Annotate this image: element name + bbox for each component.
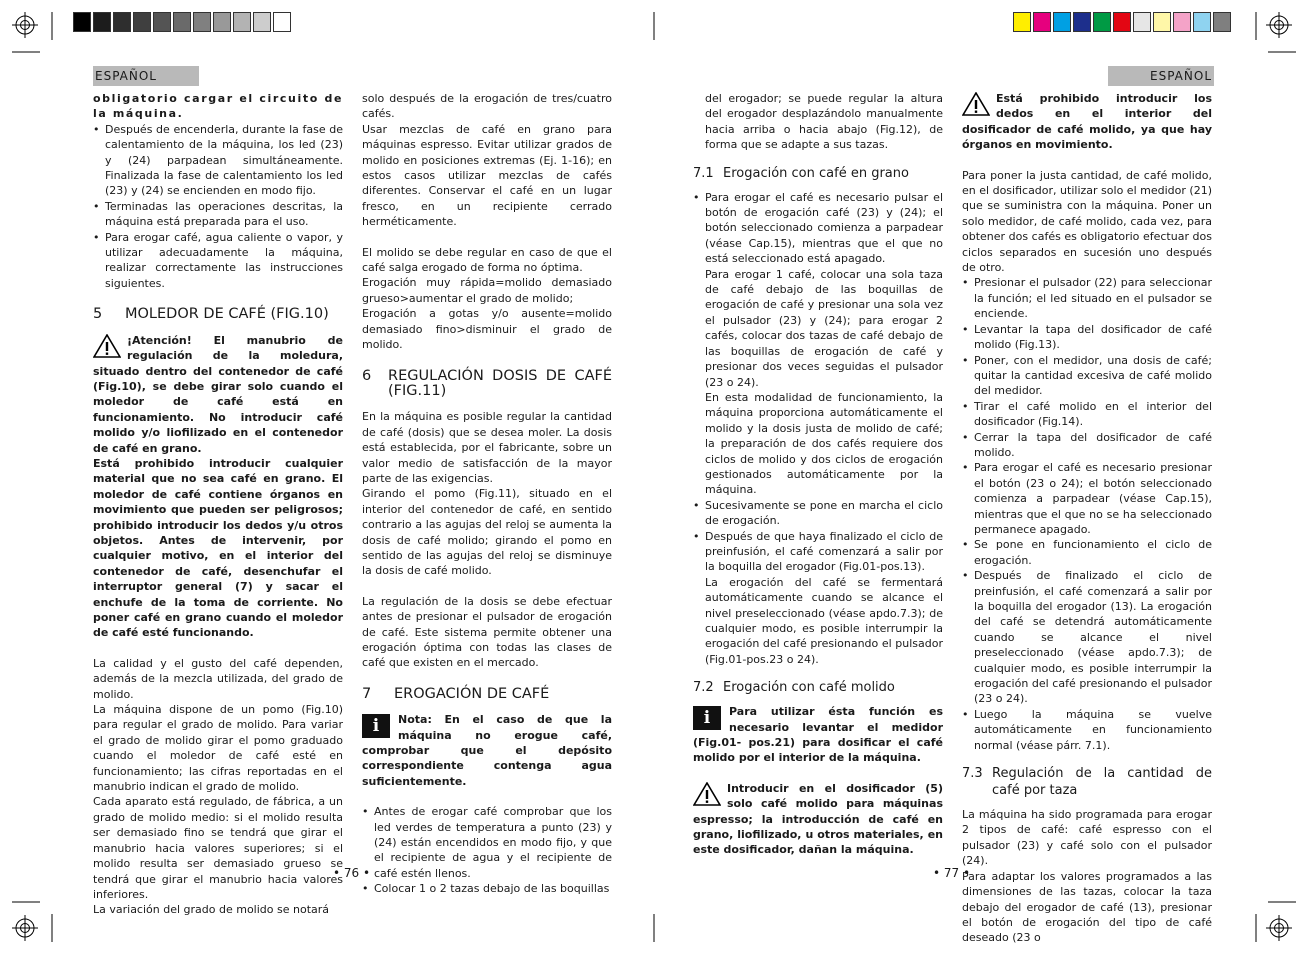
list-item-text: Para erogar 1 café, colocar una sola taza de café debajo de las boquillas de erogación de café y presionar una sola vez el pulsador (23) y (24); para erogar 2 cafés, colocar dos tazas de café debajo de las boquillas de erogación de café y presionar dos veces seguidas el pulsador (23 o 24). <box>705 267 943 389</box>
list-item: • Luego la máquina se vuelve automáticamente en funcionamiento normal (véase párr. 7.1). <box>962 707 1212 753</box>
color-bar <box>1013 12 1233 32</box>
color-swatch <box>1173 12 1191 32</box>
section-number: 7.1 <box>693 165 714 181</box>
section-6-heading <box>362 369 612 400</box>
color-swatch <box>1133 12 1151 32</box>
gray-swatch <box>273 12 291 32</box>
paragraph: del erogador; se puede regular la altura del erogador desplazándolo manualmente hacia arriba o hacia abajo (Fig.12), de forma que se adapte a sus tazas. <box>705 92 943 152</box>
warning-block <box>693 781 943 858</box>
paragraph: La calidad y el gusto del café dependen, además de la mezcla utilizada, del grado de molido. <box>93 656 343 701</box>
color-swatch <box>1153 12 1171 32</box>
language-tab-left: ESPAÑOL <box>93 66 199 86</box>
list-item-text: La erogación del café se fermentará automáticamente cuando se alcance el nivel preseleccionado (véase apdo.7.3); de cualquier modo, es posible interrumpir la erogación del café presionando el pulsador (Fig.01-pos.23 o 24). <box>705 575 943 666</box>
paragraph: Girando el pomo (Fig.11), situado en el interior del contenedor de café, en sentido contrario a las agujas del reloj se aumenta la dosis de café molido; girando el pomo en sentido de las agujas del reloj se disminuye la dosis de café molido. <box>362 487 612 578</box>
column-1 <box>93 91 343 918</box>
list-item: • Presionar el pulsador (22) para seleccionar la función; el led situado en el pulsador se enciende. <box>962 275 1212 321</box>
color-swatch <box>1073 12 1091 32</box>
list-item: • Terminadas las operaciones descritas, la máquina está preparada para el uso. <box>93 199 343 230</box>
info-block <box>362 712 612 789</box>
info-icon: i <box>362 714 390 738</box>
paragraph: solo después de la erogación de tres/cuatro cafés. <box>362 92 612 121</box>
gray-swatch <box>73 12 91 32</box>
list-item <box>693 190 943 498</box>
warning-text-2: Está prohibido introducir cualquier material que no sea café en grano. El moledor de café contiene órganos en movimiento que pueden ser peligrosos; prohibido introducir los dedos y/u otros objetos. Antes de intervenir, por cualquier motivo, en el interior del contenedor de café, desenchufar el interruptor general (7) y sacar el enchufe de la toma de corriente. No poner café en grano cuando el moledor de café esté funcionando. <box>93 456 343 640</box>
color-swatch <box>1013 12 1031 32</box>
column-4 <box>962 91 1212 946</box>
list-item: • Tirar el café molido en el interior del dosificador (Fig.14). <box>962 399 1212 430</box>
section-title: Erogación con café molido <box>723 680 895 696</box>
list-item: • Después de finalizado el ciclo de preinfusión, el café comenzará a salir por la boquilla del erogador (13). La erogación del café se detendrá automáticamente cuando se alcance el nivel preseleccionado (véase apdo.7.3); de cualquier modo, es posible interrumpir la erogación del café presionando el pulsador (23 o 24). <box>962 568 1212 707</box>
page-number-left: • 76 • <box>333 866 371 880</box>
paragraph: La regulación de la dosis se debe efectuar antes de presionar el pulsador de erogación de café. Este sistema permite obtener una erogación óptima con todas las clases de café que existen en el mercado. <box>362 594 612 670</box>
paragraph: El molido se debe regular en caso de que el café salga erogado de forma no óptima. <box>362 245 612 275</box>
list-item <box>693 529 943 668</box>
warning-text: Introducir en el dosificador (5) solo café molido para máquinas espresso; la introducción de café en grano, liofilizado, u otros materiales, en este dosificador, dañan la máquina. <box>693 781 943 857</box>
bullet-list-1 <box>93 122 343 291</box>
paragraph: Usar mezclas de café en grano para máquinas espresso. Evitar utilizar grados de molido en posiciones extremas (Ej. 1-16); en estos casos utilizar mezclas de cafés diferentes. Conservar el café en un lugar fresco, en un recipiente cerrado herméticamente. <box>362 122 612 229</box>
intro-bold: obligatorio cargar el circuito de la máquina. <box>93 92 343 121</box>
bullet-list-4 <box>962 275 1212 753</box>
warning-triangle-icon <box>693 782 721 806</box>
list-item: • Para erogar el café es necesario presionar el botón (23 o 24); el botón seleccionado comienza a parpadear (véase Cap.15), mientras que el que no se ha seleccionado permanece apagado. <box>962 460 1212 537</box>
paragraph: Cada aparato está regulado, de fábrica, a un grado de molido medio: si el molido resulta ser demasiado fino se tendrá que girar el manubrio hacia valores superiores; si el molido resulta ser demasiado grueso se tendrá que girar el manubrio hacia valores inferiores. <box>93 795 343 901</box>
color-swatch <box>1093 12 1111 32</box>
paragraph: La máquina ha sido programada para erogar 2 tipos de café: café espresso con el pulsador (23) y café solo con el pulsador (24). <box>962 808 1212 868</box>
section-title: Erogación con café en grano <box>723 165 909 181</box>
info-icon: i <box>693 706 721 730</box>
info-text: Para utilizar ésta función es necesario levantar el medidor (Fig.01- pos.21) para dosificar el café molido por el interior de la máquina. <box>693 705 943 765</box>
grayscale-bar <box>73 12 293 32</box>
warning-text: ¡Atención! El manubrio de regulación de la moledura, situado dentro del contenedor de café (Fig.10), se debe girar solo cuando el moledor de café está en funcionamiento. No introducir café molido y/o liofilizado en el contenedor de café en grano. <box>93 333 343 455</box>
list-item: • Después de encenderla, durante la fase de calentamiento de la máquina, los led (23) y (24) parpadean simultáneamente. Finalizada la fase de calentamiento los led (23) y (24) se encienden en modo fijo. <box>93 122 343 199</box>
list-item: • Colocar 1 o 2 tazas debajo de las boquillas <box>362 881 612 896</box>
gray-swatch <box>133 12 151 32</box>
warning-triangle-icon <box>962 92 990 116</box>
warning-triangle-icon <box>93 334 121 358</box>
section-7-2-heading <box>693 679 943 696</box>
gray-swatch <box>193 12 211 32</box>
list-item-text: En esta modalidad de funcionamiento, la máquina proporciona automáticamente el molido y la dosis justa de molido de café; la preparación de dos cafés requiere dos ciclos de molido y dos ciclos de erogación gestionados automáticamente por la máquina. <box>705 390 943 497</box>
bullet-list-3 <box>693 190 943 668</box>
paragraph: Erogación muy rápida=molido demasiado grueso>aumentar el grado de molido; <box>362 276 612 305</box>
warning-text: Está prohibido introducir los dedos en el interior del dosificador de café molido, ya que hay órganos en movimiento. <box>962 92 1212 152</box>
gray-swatch <box>173 12 191 32</box>
section-title: Regulación de la cantidad de café por taza <box>992 766 1212 799</box>
page-number-right: • 77 • <box>933 866 971 880</box>
info-block <box>693 704 943 766</box>
list-item: • Para erogar café, agua caliente o vapor, y utilizar adecuadamente la máquina, realizar correctamente las instrucciones siguientes. <box>93 230 343 292</box>
column-3 <box>693 91 943 858</box>
section-title: REGULACIÓN DOSIS DE CAFÉ (FIG.11) <box>388 367 612 399</box>
color-swatch <box>1213 12 1231 32</box>
paragraph: Para adaptar los valores programados a las dimensiones de las tazas, colocar la taza debajo del erogador de café (13), presionar el botón de erogación del tipo de café deseado (23 o <box>962 869 1212 945</box>
gray-swatch <box>213 12 231 32</box>
language-tab-right: ESPAÑOL <box>1108 66 1214 86</box>
section-7-1-heading <box>693 165 943 182</box>
gray-swatch <box>93 12 111 32</box>
section-number: 7.3 <box>962 766 983 782</box>
list-item: • Cerrar la tapa del dosificador de café molido. <box>962 430 1212 461</box>
column-2 <box>362 91 612 897</box>
paragraph: Erogación a gotas y/o ausente=molido demasiado fino>disminuir el grado de molido. <box>362 307 612 352</box>
gray-swatch <box>113 12 131 32</box>
paragraph: Para poner la justa cantidad, de café molido, en el dosificador, utilizar solo el medidor (21) que se suministra con la máquina. Poner un solo medidor, de café molido, cada vez, para obtener dos cafés es obligatorio efectuar dos ciclos separados en sucesión uno después de otro. <box>962 168 1212 275</box>
section-number: 7 <box>362 685 372 702</box>
paragraph: La máquina dispone de un pomo (Fig.10) para regular el grado de molido. Para variar el grado de molido girar el pomo graduado cuando el moledor de café esté en funcionamiento; las cifras reportadas en el manubrio indican el grado de molido. <box>93 703 343 794</box>
color-swatch <box>1193 12 1211 32</box>
gray-swatch <box>153 12 171 32</box>
list-item: • Se pone en funcionamiento el ciclo de erogación. <box>962 537 1212 568</box>
section-title: EROGACIÓN DE CAFÉ <box>394 685 550 702</box>
section-number: 7.2 <box>693 680 714 696</box>
section-title: MOLEDOR DE CAFÉ (FIG.10) <box>125 306 329 323</box>
list-item-text: • Para erogar el café es necesario pulsar el botón de erogación café (23) y (24); el botón seleccionado comienza a parpadear (véase Cap.15), mientras que el que no está seleccionado está apagado. <box>705 190 943 266</box>
gray-swatch <box>253 12 271 32</box>
list-item: • Poner, con el medidor, una dosis de café; quitar la cantidad excesiva de café molido del medidor. <box>962 353 1212 399</box>
paragraph: En la máquina es posible regular la cantidad de café (dosis) que se desea moler. La dosis está establecida, por el fabricante, sobre un valor medio de satisfacción de la mayor parte de las exigencias. <box>362 410 612 485</box>
warning-block <box>962 91 1212 153</box>
section-5-heading <box>93 307 343 322</box>
color-swatch <box>1033 12 1051 32</box>
color-swatch <box>1113 12 1131 32</box>
section-7-heading <box>362 687 612 702</box>
section-number: 5 <box>93 306 103 323</box>
list-item: • Sucesivamente se pone en marcha el ciclo de erogación. <box>693 498 943 529</box>
list-item-text: • Después de que haya finalizado el ciclo de preinfusión, el café comenzará a salir por la boquilla del erogador (Fig.01-pos.13). <box>705 529 943 574</box>
note-text: Nota: En el caso de que la máquina no erogue café, comprobar que el depósito correspondiente contenga agua suficientemente. <box>362 713 612 788</box>
section-number: 6 <box>362 367 372 384</box>
section-7-3-heading <box>962 765 1212 799</box>
warning-block <box>93 333 343 641</box>
list-item: • Levantar la tapa del dosificador de café molido (Fig.13). <box>962 322 1212 353</box>
paragraph: La variación del grado de molido se notará <box>93 903 330 917</box>
color-swatch <box>1053 12 1071 32</box>
gray-swatch <box>233 12 251 32</box>
bullet-list-2 <box>362 804 612 896</box>
list-item: • Antes de erogar café comprobar que los led verdes de temperatura a punto (23) y (24) están encendidos en modo fijo, y que el recipiente de agua y el recipiente de café estén llenos. <box>362 804 612 881</box>
